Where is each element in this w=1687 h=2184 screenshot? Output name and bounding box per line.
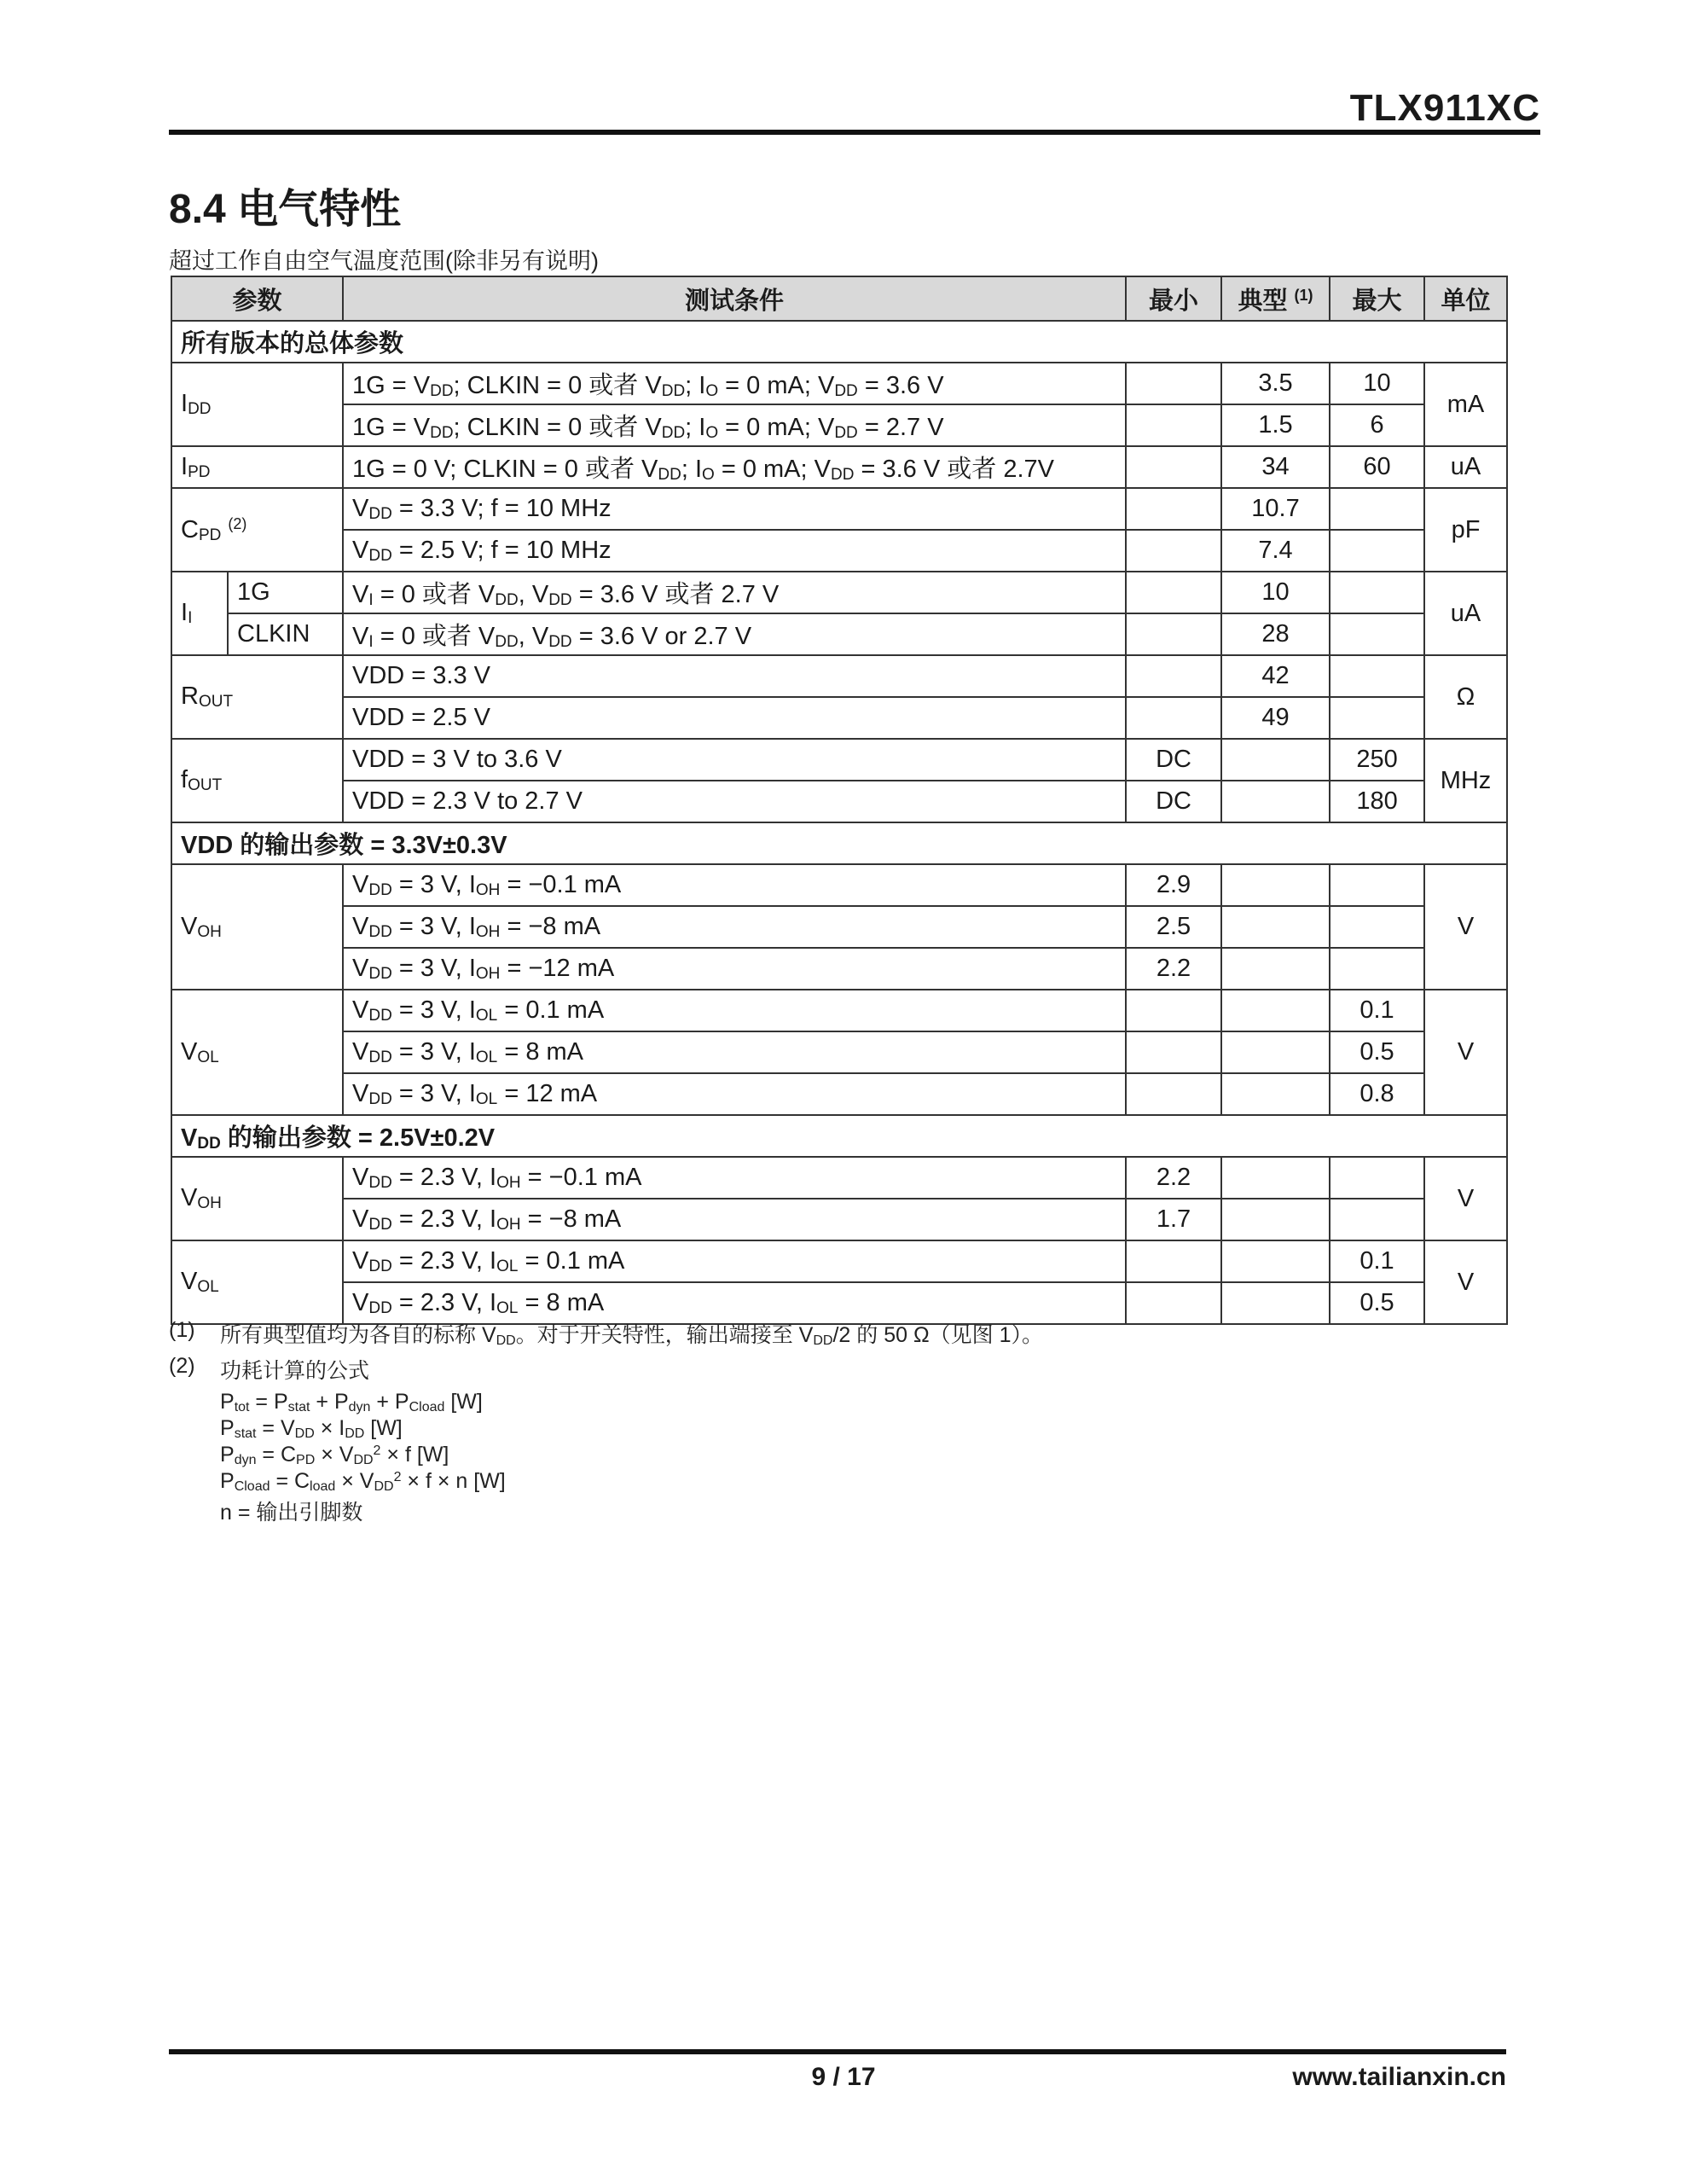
formula-n: n = 输出引脚数 — [220, 1501, 363, 1525]
typ-cell — [1221, 1240, 1330, 1282]
param-rout: $R_{OUT}$ — [171, 655, 343, 739]
formula-pdyn: $P_{dyn} = C_{PD} \times V_{DD}^2 \times f$ [W] — [220, 1443, 449, 1467]
header-max: 最大 — [1330, 276, 1424, 321]
table-row — [171, 948, 1507, 990]
min-cell — [1126, 613, 1221, 655]
formula-ptot: $P_{tot} = P_{stat} + P_{dyn} + P_{Cload}$ [W] — [220, 1390, 483, 1414]
max-cell: 0.5 — [1330, 1282, 1424, 1324]
cond-vol-2v5-1: $V_{DD} = 2.3$ V, $I_{OL} = 0.1$ mA — [343, 1240, 1126, 1282]
table-row — [171, 572, 1507, 613]
max-cell — [1330, 864, 1424, 906]
table-group-row — [171, 822, 1507, 864]
table-row — [171, 488, 1507, 530]
document-title: TLX911XC — [1349, 87, 1540, 129]
min-cell: 1.7 — [1126, 1199, 1221, 1240]
formula-pcload: $P_{Cload} = C_{load} \times V_{DD}^2 \times f \times n$ [W] — [220, 1469, 506, 1494]
min-cell — [1126, 1282, 1221, 1324]
max-cell — [1330, 530, 1424, 572]
max-cell — [1330, 1199, 1424, 1240]
min-cell: 2.9 — [1126, 864, 1221, 906]
typ-cell — [1221, 864, 1330, 906]
typ-cell: 42 — [1221, 655, 1330, 697]
unit-cell: MHz — [1424, 739, 1507, 822]
param-cpd: $C_{PD}$ $^{(2)}$ — [171, 488, 343, 572]
header-conditions: 测试条件 — [343, 276, 1126, 321]
unit-cell: pF — [1424, 488, 1507, 572]
footnote-text: 功耗计算的公式 — [220, 1359, 370, 1383]
min-cell — [1126, 530, 1221, 572]
cond-cpd-2: $V_{DD} = 2.5$ V; f = 10 MHz — [343, 530, 1126, 572]
table-row — [171, 906, 1507, 948]
max-cell — [1330, 655, 1424, 697]
group-general: 所有版本的总体参数 — [171, 321, 1507, 363]
min-cell — [1126, 1031, 1221, 1073]
pin-1g: 1G — [228, 572, 343, 613]
unit-cell: Ω — [1424, 655, 1507, 739]
table-row — [171, 404, 1507, 446]
cond-voh-2v5-1: $V_{DD} = 2.3$ V, $I_{OH} = -0.1$ mA — [343, 1157, 1126, 1199]
group-3v3: VDD 的输出参数 = 3.3V±0.3V — [171, 822, 1507, 864]
max-cell: 0.8 — [1330, 1073, 1424, 1115]
table-row — [171, 613, 1507, 655]
typ-cell — [1221, 1282, 1330, 1324]
cond-ii-2: $V_I = 0$ 或者 $V_{DD}$, $V_{DD} = 3.6$ V or 2.7 V — [343, 613, 1126, 655]
param-ii: $I_I$ — [171, 572, 228, 655]
header-param: 参数 — [171, 276, 343, 321]
min-cell — [1126, 697, 1221, 739]
cond-vol-2v5-2: $V_{DD} = 2.3$ V, $I_{OL} = 8$ mA — [343, 1282, 1126, 1324]
typ-cell: 49 — [1221, 697, 1330, 739]
footnote-number: (1) — [169, 1318, 195, 1342]
max-cell: 250 — [1330, 739, 1424, 781]
cond-ii-1: $V_I = 0$ 或者 $V_{DD}$, $V_{DD} = 3.6$ V 或者 2.7 V — [343, 572, 1126, 613]
min-cell: 2.2 — [1126, 948, 1221, 990]
min-cell: 2.2 — [1126, 1157, 1221, 1199]
param-fout: $f_{OUT}$ — [171, 739, 343, 822]
param-idd: $I_{DD}$ — [171, 363, 343, 446]
formula-pstat: $P_{stat} = V_{DD} \times I_{DD}$ [W] — [220, 1416, 403, 1441]
cond-idd-2: $1G = V_{DD}$; CLKIN = 0 或者 $V_{DD}$; $I_O = 0$ mA; $V_{DD} = 2.7$ V — [343, 404, 1126, 446]
typ-cell — [1221, 739, 1330, 781]
electrical-characteristics-table — [171, 276, 1508, 1325]
cond-vol-3v3-1: $V_{DD} = 3$ V, $I_{OL} = 0.1$ mA — [343, 990, 1126, 1031]
max-cell: 180 — [1330, 781, 1424, 822]
table-header-row — [171, 276, 1507, 321]
table-row — [171, 1073, 1507, 1115]
section-heading: 8.4 电气特性 — [169, 187, 402, 232]
table-row — [171, 1240, 1507, 1282]
min-cell — [1126, 488, 1221, 530]
max-cell: 10 — [1330, 363, 1424, 404]
page-header — [169, 84, 1540, 135]
typ-cell — [1221, 1199, 1330, 1240]
header-rule — [169, 130, 1540, 135]
footnotes — [169, 1318, 1044, 1525]
header-min: 最小 — [1126, 276, 1221, 321]
min-cell — [1126, 572, 1221, 613]
table-row — [171, 739, 1507, 781]
min-cell — [1126, 1073, 1221, 1115]
typ-cell: 28 — [1221, 613, 1330, 655]
max-cell — [1330, 613, 1424, 655]
typ-cell — [1221, 990, 1330, 1031]
typ-footnote-ref: (1) — [1294, 286, 1313, 304]
typ-cell: 3.5 — [1221, 363, 1330, 404]
param-voh-3v3: $V_{OH}$ — [171, 864, 343, 990]
cond-vol-3v3-3: $V_{DD} = 3$ V, $I_{OL} = 12$ mA — [343, 1073, 1126, 1115]
unit-cell: V — [1424, 1240, 1507, 1324]
param-ipd: $I_{PD}$ — [171, 446, 343, 488]
min-cell — [1126, 1240, 1221, 1282]
max-cell — [1330, 1157, 1424, 1199]
max-cell — [1330, 948, 1424, 990]
param-vol-3v3: $V_{OL}$ — [171, 990, 343, 1115]
max-cell: 0.1 — [1330, 990, 1424, 1031]
unit-cell: mA — [1424, 363, 1507, 446]
section-intro: 超过工作自由空气温度范围(除非另有说明) — [169, 248, 599, 274]
unit-cell: uA — [1424, 446, 1507, 488]
cond-rout-2: VDD = 2.5 V — [343, 697, 1126, 739]
footnote-2 — [169, 1354, 455, 1390]
cond-fout-1: VDD = 3 V to 3.6 V — [343, 739, 1126, 781]
typ-cell — [1221, 1031, 1330, 1073]
page-number: 9 / 17 — [811, 2063, 876, 2091]
table-row — [171, 990, 1507, 1031]
min-cell — [1126, 404, 1221, 446]
min-cell: 2.5 — [1126, 906, 1221, 948]
table-group-row — [171, 1115, 1507, 1157]
typ-cell: 10 — [1221, 572, 1330, 613]
cond-fout-2: VDD = 2.3 V to 2.7 V — [343, 781, 1126, 822]
unit-cell: V — [1424, 1157, 1507, 1240]
footnote-text: 所有典型值均为各自的标称 $V_{DD}$。对于开关特性，输出端接至 $V_{DD}/2$ 的 50 Ω（见图 1）。 — [220, 1323, 1044, 1348]
header-unit: 单位 — [1424, 276, 1507, 321]
typ-cell — [1221, 1073, 1330, 1115]
table-row — [171, 1199, 1507, 1240]
footnote-1 — [169, 1318, 1044, 1354]
typ-cell: 34 — [1221, 446, 1330, 488]
footnote-number: (2) — [169, 1354, 195, 1378]
group-2v5: $V_{DD}$ 的输出参数 = 2.5V±0.2V — [171, 1115, 1507, 1157]
cond-idd-1: $1G = V_{DD}$; CLKIN = 0 或者 $V_{DD}$; $I_O = 0$ mA; $V_{DD} = 3.6$ V — [343, 363, 1126, 404]
typ-cell — [1221, 948, 1330, 990]
max-cell — [1330, 572, 1424, 613]
cond-ipd: 1G = 0 V; CLKIN = 0 或者 $V_{DD}$; $I_O = 0$ mA; $V_{DD} = 3.6$ V 或者 2.7V — [343, 446, 1126, 488]
min-cell — [1126, 363, 1221, 404]
max-cell — [1330, 906, 1424, 948]
max-cell: 0.5 — [1330, 1031, 1424, 1073]
max-cell: 0.1 — [1330, 1240, 1424, 1282]
cond-rout-1: VDD = 3.3 V — [343, 655, 1126, 697]
max-cell: 6 — [1330, 404, 1424, 446]
min-cell: DC — [1126, 781, 1221, 822]
cond-voh-3v3-3: $V_{DD} = 3$ V, $I_{OH} = -12$ mA — [343, 948, 1126, 990]
min-cell — [1126, 655, 1221, 697]
table-group-row — [171, 321, 1507, 363]
table-row — [171, 781, 1507, 822]
table-row — [171, 1031, 1507, 1073]
param-voh-2v5: $V_{OH}$ — [171, 1157, 343, 1240]
footer-rule — [169, 2049, 1506, 2054]
max-cell: 60 — [1330, 446, 1424, 488]
cond-cpd-1: $V_{DD} = 3.3$ V; f = 10 MHz — [343, 488, 1126, 530]
table-row — [171, 864, 1507, 906]
unit-cell: uA — [1424, 572, 1507, 655]
table-row — [171, 1157, 1507, 1199]
unit-cell: V — [1424, 864, 1507, 990]
cond-voh-3v3-2: $V_{DD} = 3$ V, $I_{OH} = -8$ mA — [343, 906, 1126, 948]
typ-cell: 1.5 — [1221, 404, 1330, 446]
cond-voh-3v3-1: $V_{DD} = 3$ V, $I_{OH} = -0.1$ mA — [343, 864, 1126, 906]
param-vol-2v5: $V_{OL}$ — [171, 1240, 343, 1324]
typ-cell: 7.4 — [1221, 530, 1330, 572]
typ-cell: 10.7 — [1221, 488, 1330, 530]
table-row — [171, 530, 1507, 572]
min-cell — [1126, 446, 1221, 488]
typ-cell — [1221, 781, 1330, 822]
unit-cell: V — [1424, 990, 1507, 1115]
header-typ: 典型 $^{(1)}$ — [1221, 276, 1330, 321]
max-cell — [1330, 488, 1424, 530]
max-cell — [1330, 697, 1424, 739]
min-cell — [1126, 990, 1221, 1031]
cond-voh-2v5-2: $V_{DD} = 2.3$ V, $I_{OH} = -8$ mA — [343, 1199, 1126, 1240]
website-link[interactable]: www.tailianxin.cn — [1292, 2063, 1506, 2091]
cond-vol-3v3-2: $V_{DD} = 3$ V, $I_{OL} = 8$ mA — [343, 1031, 1126, 1073]
typ-cell — [1221, 1157, 1330, 1199]
typ-cell — [1221, 906, 1330, 948]
table-row — [171, 655, 1507, 697]
min-cell: DC — [1126, 739, 1221, 781]
table-row — [171, 363, 1507, 404]
table-row — [171, 446, 1507, 488]
pin-clkin: CLKIN — [228, 613, 343, 655]
table-row — [171, 697, 1507, 739]
